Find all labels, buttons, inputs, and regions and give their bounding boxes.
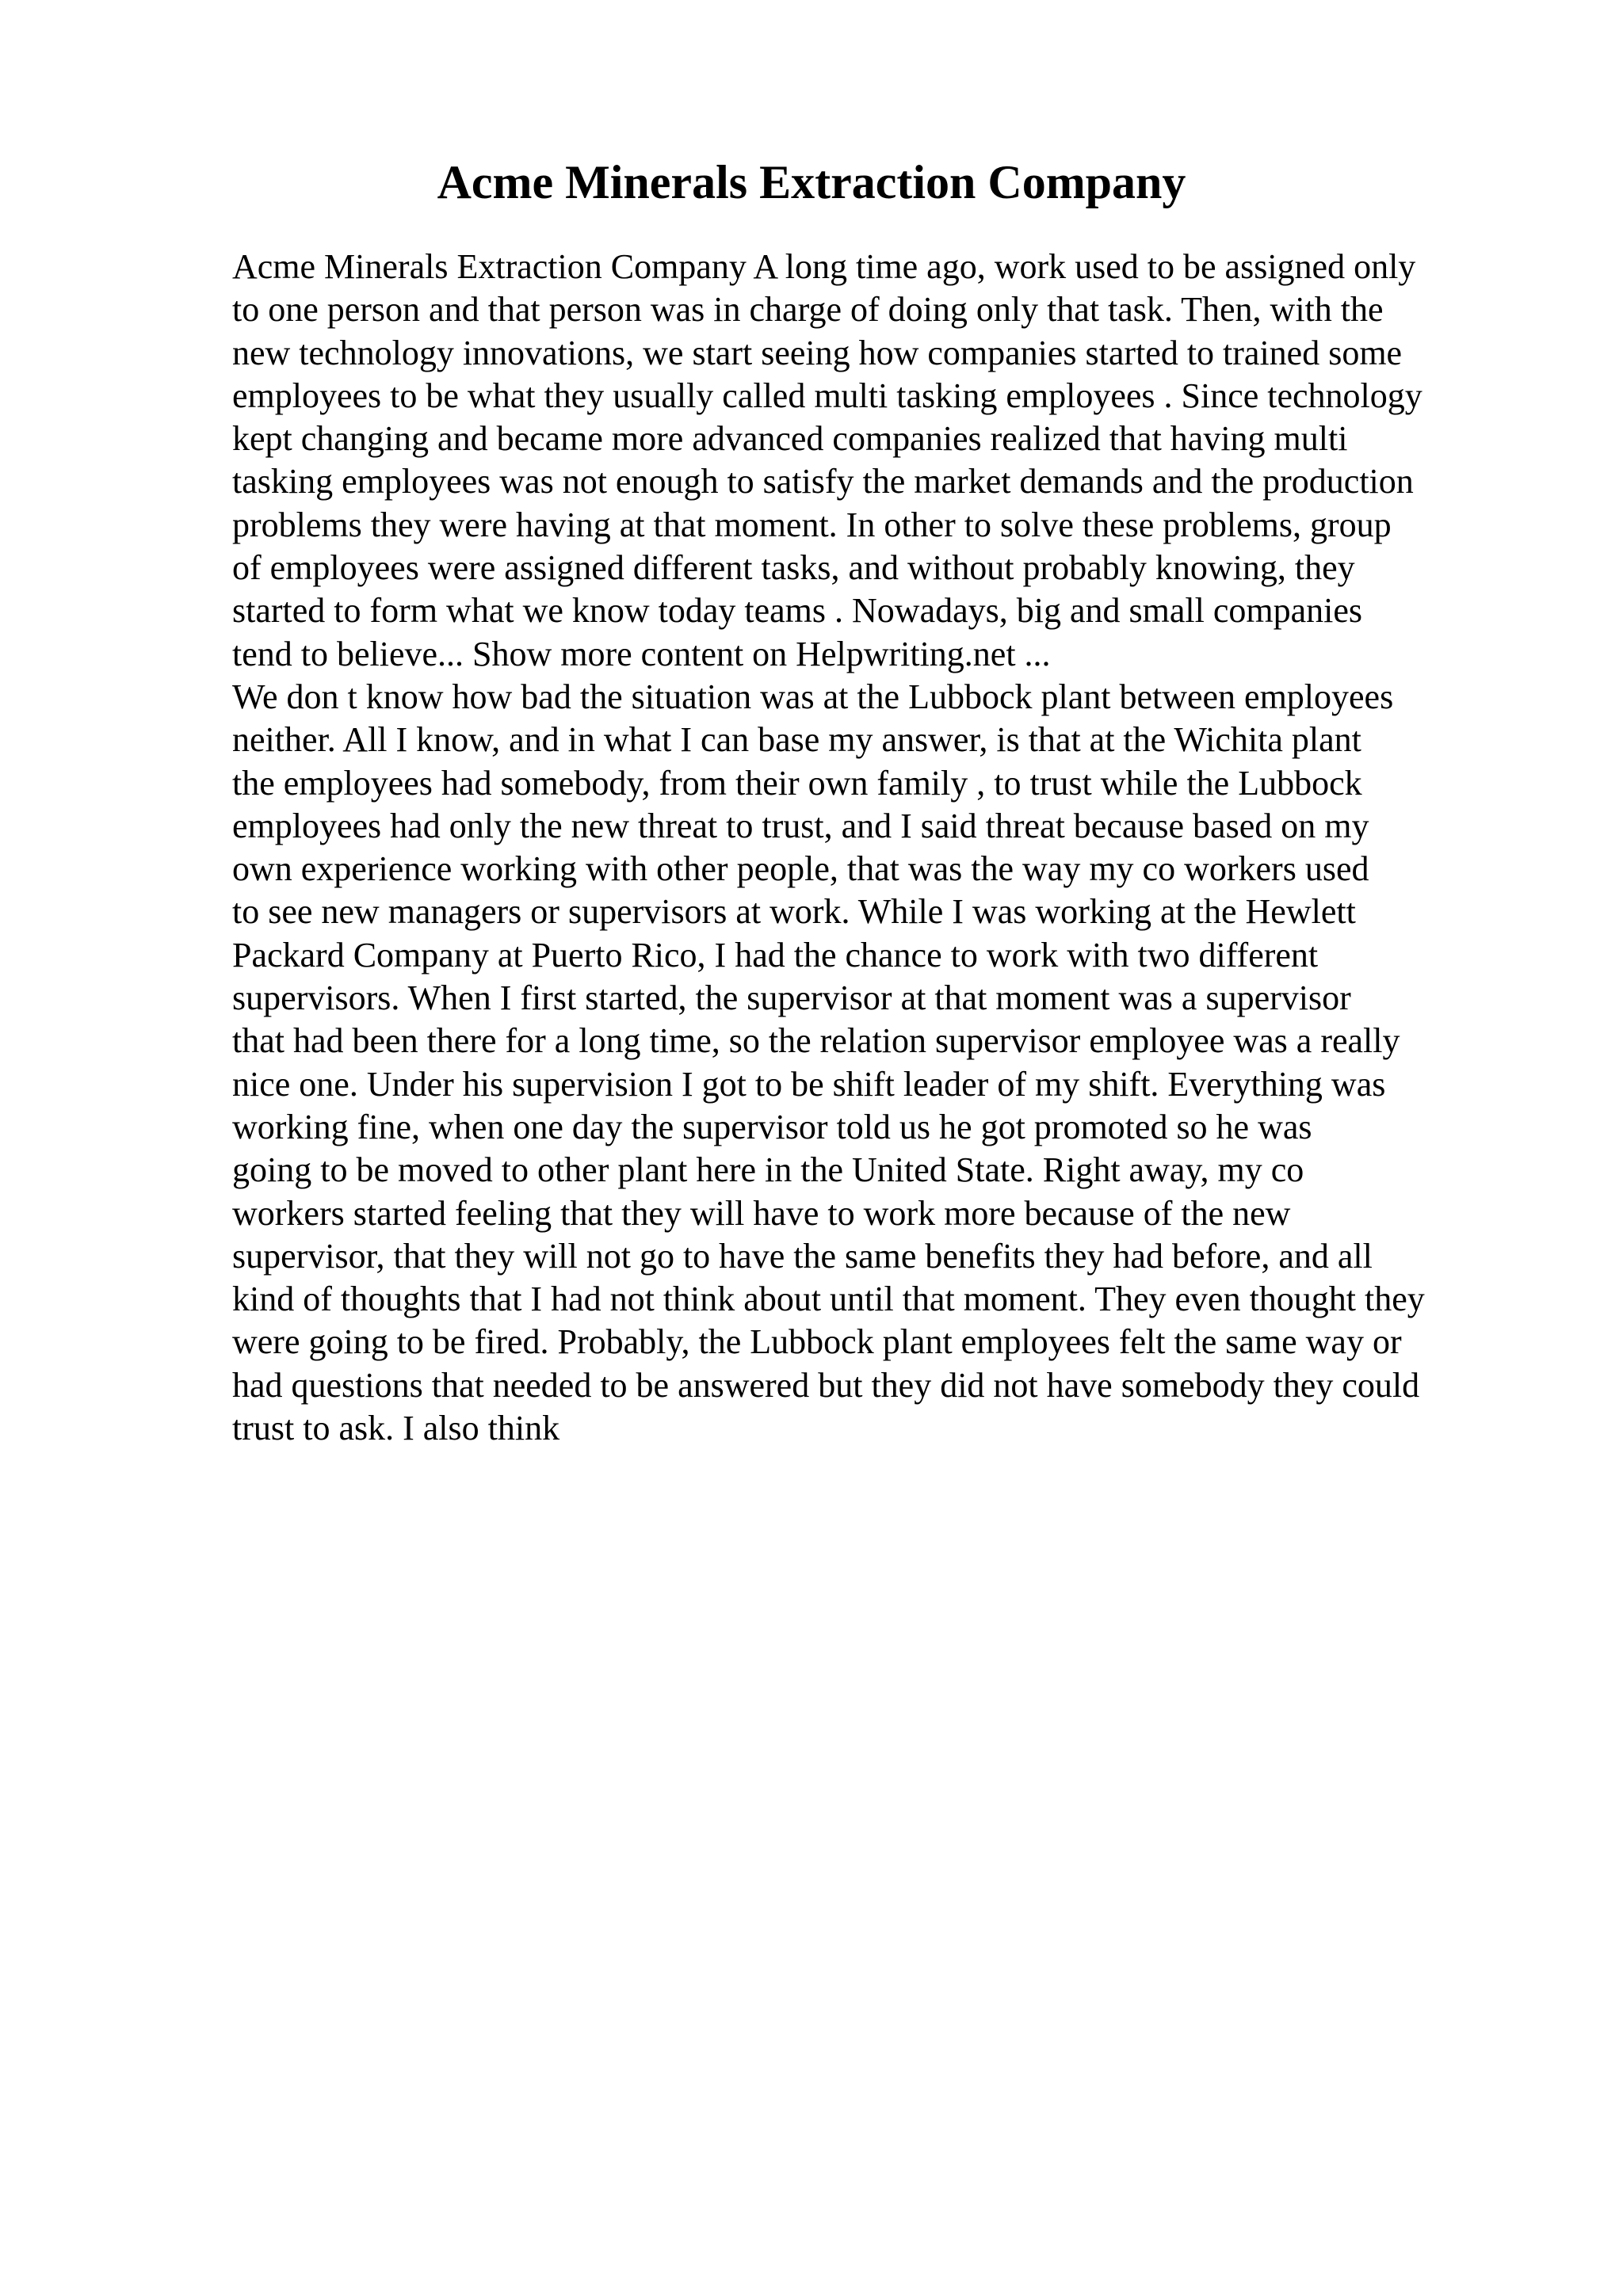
body-line: We don t know how bad the situation was at the Lubbock plant between employees — [232, 677, 1394, 716]
body-line: employees had only the new threat to trust, and I said threat because based on my — [232, 806, 1369, 845]
body-line: Acme Minerals Extraction Company A long time ago, work used to be assigned only — [232, 247, 1416, 286]
body-line: supervisor, that they will not go to have the same benefits they had before, and all — [232, 1236, 1373, 1276]
body-line: were going to be fired. Probably, the Lubbock plant employees felt the same way or — [232, 1322, 1402, 1362]
body-line: supervisors. When I first started, the supervisor at that moment was a supervisor — [232, 978, 1351, 1018]
body-line: working fine, when one day the supervisor told us he got promoted so he was — [232, 1107, 1312, 1146]
body-line: workers started feeling that they will have to work more because of the new — [232, 1193, 1291, 1233]
body-line: the employees had somebody, from their own family , to trust while the Lubbock — [232, 763, 1362, 803]
body-line: nice one. Under his supervision I got to be shift leader of my shift. Everything was — [232, 1064, 1386, 1104]
body-line: trust to ask. I also think — [232, 1409, 560, 1448]
body-line: that had been there for a long time, so the relation supervisor employee was a really — [232, 1021, 1400, 1061]
body-line: new technology innovations, we start seeing how companies started to trained some — [232, 333, 1403, 372]
body-line: own experience working with other people, that was the way my co workers used — [232, 849, 1369, 889]
body-line: kept changing and became more advanced companies realized that having multi — [232, 419, 1348, 459]
body-line: had questions that needed to be answered but they did not have somebody they could — [232, 1365, 1420, 1405]
document-body — [232, 246, 1516, 1450]
body-line: neither. All I know, and in what I can base my answer, is that at the Wichita plant — [232, 720, 1361, 760]
body-line: to one person and that person was in charge of doing only that task. Then, with the — [232, 290, 1384, 330]
body-line: employees to be what they usually called multi tasking employees . Since technology — [232, 376, 1423, 415]
body-line: going to be moved to other plant here in the United State. Right away, my co — [232, 1150, 1304, 1190]
body-line: kind of thoughts that I had not think about until that moment. They even thought they — [232, 1280, 1425, 1319]
body-line: problems they were having at that moment. In other to solve these problems, group — [232, 505, 1392, 544]
body-line: to see new managers or supervisors at work. While I was working at the Hewlett — [232, 892, 1356, 932]
body-line: Packard Company at Puerto Rico, I had the chance to work with two different — [232, 935, 1319, 974]
body-line: tasking employees was not enough to satisfy the market demands and the production — [232, 462, 1414, 502]
body-line: started to form what we know today teams . Nowadays, big and small companies — [232, 591, 1363, 631]
document-title: Acme Minerals Extraction Company — [437, 156, 1186, 208]
body-line: of employees were assigned different tasks, and without probably knowing, they — [232, 548, 1355, 588]
body-line: tend to believe... Show more content on Helpwriting.net ... — [232, 634, 1051, 673]
